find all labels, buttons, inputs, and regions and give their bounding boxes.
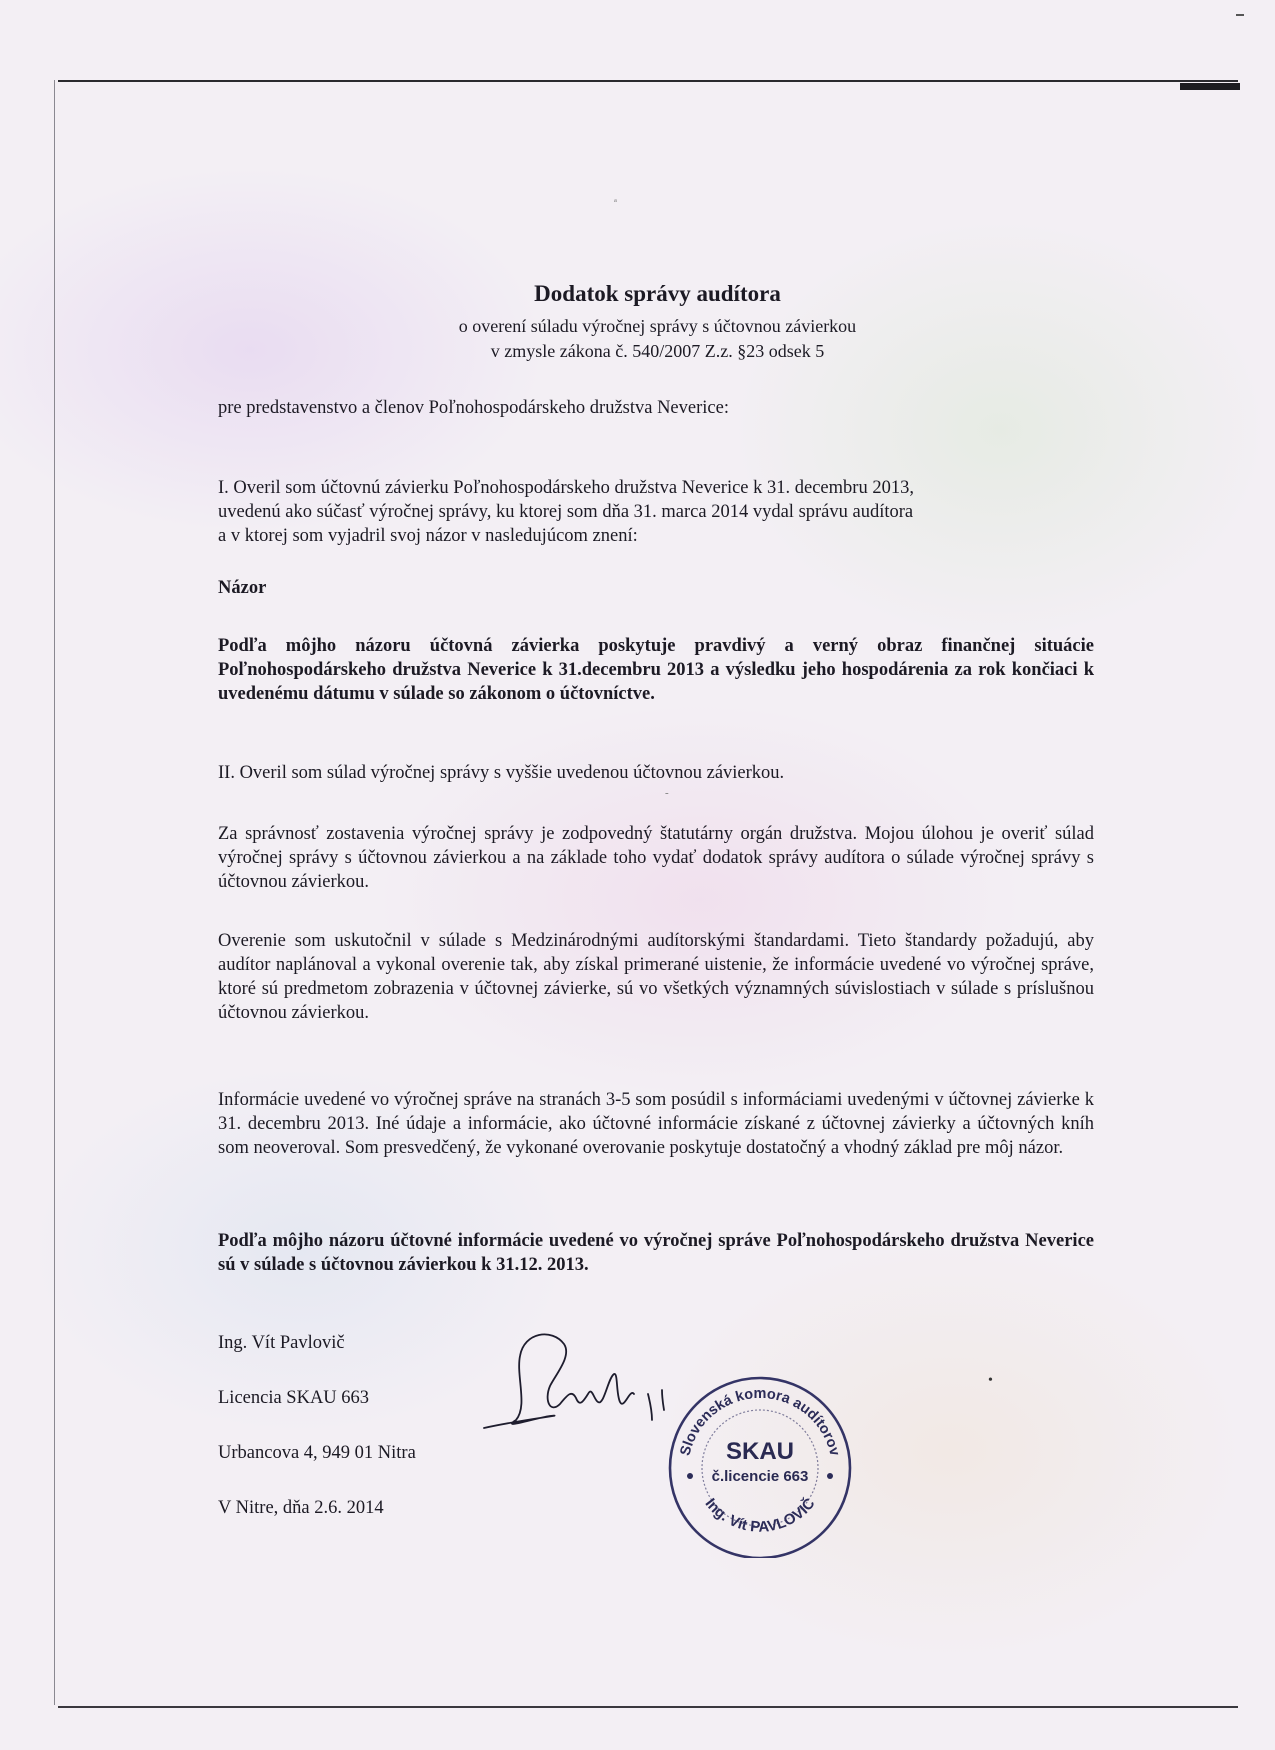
- place-and-date: V Nitre, dňa 2.6. 2014: [218, 1498, 384, 1518]
- document-subtitle-2: v zmysle zákona č. 540/2007 Z.z. §23 odsek 5: [490, 341, 825, 361]
- section-2-line: II. Overil som súlad výročnej správy s vyššie uvedenou účtovnou závierkou.: [218, 763, 785, 783]
- auditor-address: Urbancova 4, 949 01 Nitra: [218, 1443, 416, 1463]
- stamp-arc-bottom: Ing. Vít PAVLOVIČ: [701, 1495, 819, 1536]
- scan-speck: •: [988, 1373, 993, 1388]
- handwritten-signature: [480, 1318, 690, 1448]
- document-title: Dodatok správy audítora: [534, 281, 781, 306]
- responsibility-paragraph: Za správnosť zostavenia výročnej správy je zodpovedný štatutárny orgán družstva. Mojou úlohou je overiť súlad výročnej správy s účtovnou závierkou a na základe toho vydať dodatok správy audítora o súlade výročnej správy s účtovnou závierkou.: [218, 824, 1094, 892]
- stamp-skau: SKAU: [725, 1438, 794, 1465]
- opinion-heading: Názor: [218, 578, 267, 598]
- auditor-license: Licencia SKAU 663: [218, 1388, 370, 1408]
- opinion-paragraph: Podľa môjho názoru účtovná závierka poskytuje pravdivý a verný obraz finančnej situácie Poľnohospodárskeho družstva Neverice k 31.decembru 2013 a výsledku jeho hospodárenia za rok končiaci k uvedenému dátumu v súlade so zákonom o účtovníctve.: [218, 636, 1094, 704]
- scan-bottom-border: [58, 1706, 1238, 1708]
- scan-top-border: [58, 80, 1238, 82]
- auditor-name: Ing. Vít Pavlovič: [218, 1333, 345, 1353]
- stamp-license: č.licencie 663: [711, 1468, 809, 1485]
- information-paragraph: Informácie uvedené vo výročnej správe na stranách 3-5 som posúdil s informáciami uvedenými v účtovnej závierke k 31. decembru 2013. Iné údaje a informácie, ako účtovné informácie získané z účtovnej závierky a účtovných kníh som neoveroval. Som presvedčený, že vykonané overovanie poskytuje dostatočný a vhodný základ pre môj názor.: [218, 1090, 1094, 1158]
- scan-top-border-thick: [1180, 83, 1240, 90]
- scan-speck: ᵃ: [614, 196, 618, 208]
- section-1-line-3: a v ktorej som vyjadril svoj názor v nasledujúcom znení:: [218, 526, 638, 546]
- final-opinion-paragraph: Podľa môjho názoru účtovné informácie uvedené vo výročnej správe Poľnohospodárskeho družstva Neverice sú v súlade s účtovnou závierkou k 31.12. 2013.: [218, 1231, 1094, 1275]
- section-1-line-1: I. Overil som účtovnú závierku Poľnohospodárskeho družstva Neverice k 31. decembru 2013,: [218, 478, 914, 498]
- standards-paragraph: Overenie som uskutočnil v súlade s Medzinárodnými audítorskými štandardami. Tieto štandardy požadujú, aby audítor naplánoval a vykonal overenie tak, aby získal primerané uistenie, že informácie uvedené vo výročnej správe, ktoré sú predmetom zobrazenia v účtovnej závierke, sú vo všetkých významných súvislostiach v súlade s príslušnou účtovnou závierkou.: [218, 931, 1094, 1023]
- auditor-stamp: [660, 1368, 860, 1558]
- scan-speck: -: [665, 787, 669, 799]
- scan-mark: [1236, 14, 1244, 16]
- addressee-line: pre predstavenstvo a členov Poľnohospodárskeho družstva Neverice:: [218, 398, 729, 418]
- stamp-arc-top: Slovenská komora audítorov: [677, 1385, 843, 1458]
- document-subtitle-1: o overení súladu výročnej správy s účtovnou závierkou: [458, 316, 857, 336]
- section-1-line-2: uvedenú ako súčasť výročnej správy, ku ktorej som dňa 31. marca 2014 vydal správu audítora: [218, 502, 914, 522]
